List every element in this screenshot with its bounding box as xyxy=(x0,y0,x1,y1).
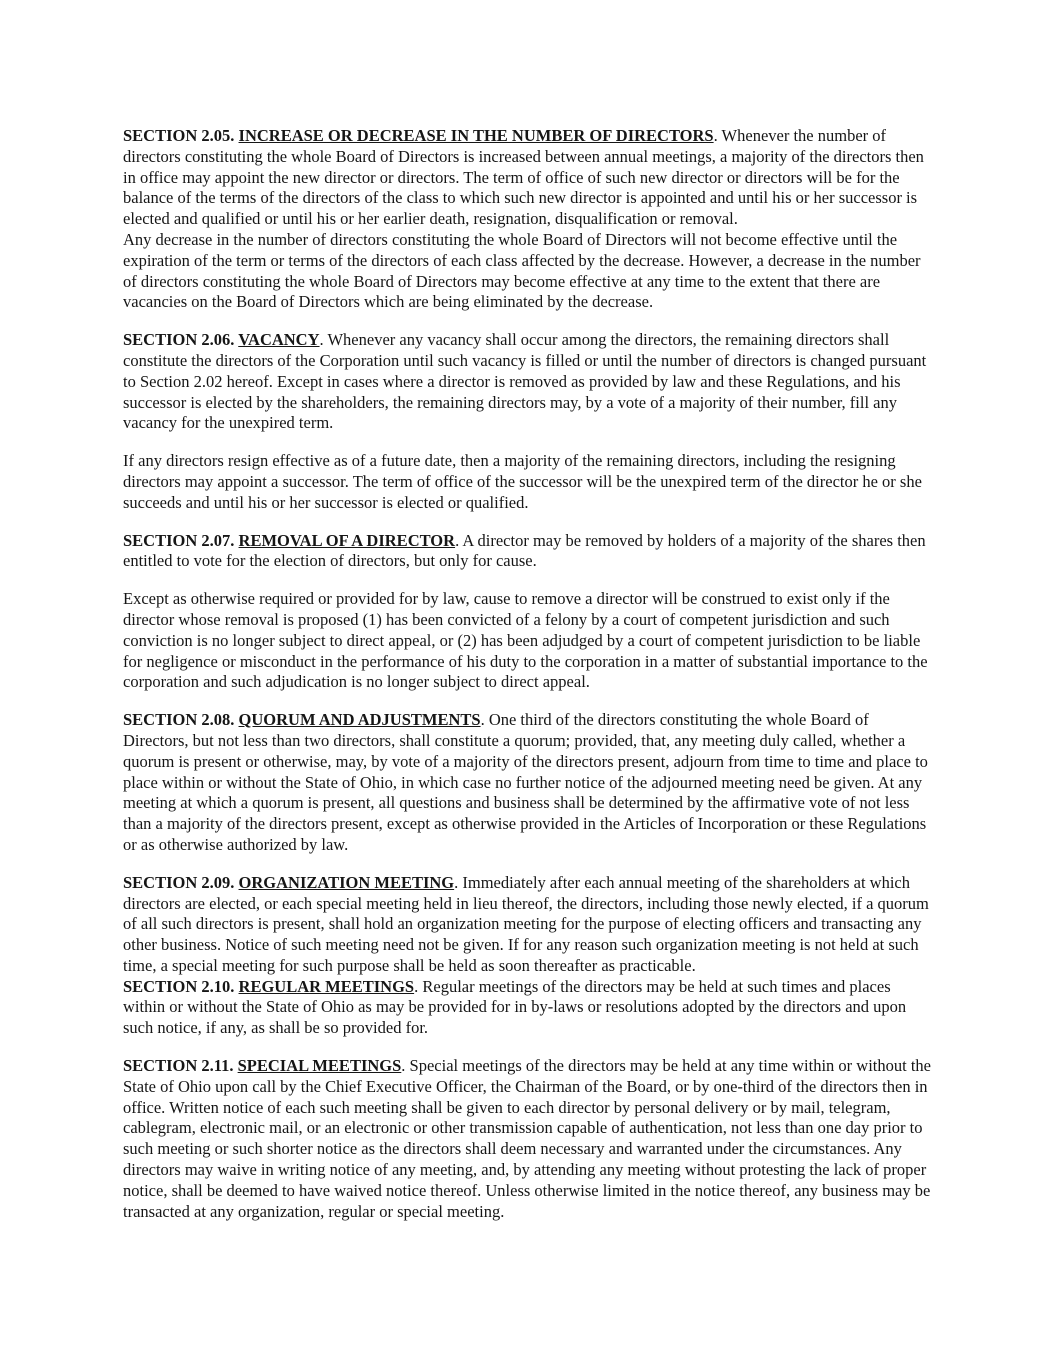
section-title: SPECIAL MEETINGS xyxy=(237,1056,402,1076)
section-title: REMOVAL OF A DIRECTOR xyxy=(238,530,456,550)
text-segment xyxy=(123,977,936,1039)
text-segment xyxy=(123,589,936,693)
section-number-label: SECTION 2.06. xyxy=(123,330,239,350)
section-body-text: . Whenever any vacancy shall occur among the directors, the remaining directors shall constitute the directors of the Corporation until such vacancy is filled or until the number of directors is changed pursuant to Section 2.02 hereof. Except in cases where a director is removed as provided by law and these Regulations, and his successor is elected by the shareholders, the remaining directors may, by a vote of a majority of their number, fill any vacancy for the unexpired term. xyxy=(123,330,927,433)
section-title: INCREASE OR DECREASE IN THE NUMBER OF DIRECTORS xyxy=(238,126,714,145)
section-number-label: SECTION 2.10. xyxy=(123,976,239,996)
paragraph-block xyxy=(123,589,936,693)
section-title: REGULAR MEETINGS xyxy=(238,976,415,996)
section-number-label: SECTION 2.09. xyxy=(123,872,239,892)
section-number-label: SECTION 2.07. xyxy=(123,530,239,550)
text-segment xyxy=(123,230,936,313)
section-body-text: Any decrease in the number of directors constituting the whole Board of Directors will not become effective until the expiration of the term or terms of the directors of each class affected by the decrease. However, a decrease in the number of directors constituting the whole Board of Directors may become effective at any time to the extent that there are vacancies on the Board of Directors which are being eliminated by the decrease. xyxy=(123,229,921,312)
section-title: QUORUM AND ADJUSTMENTS xyxy=(238,710,481,730)
section-body-text: . Immediately after each annual meeting of the shareholders at which directors are elected, or each special meeting held in lieu thereof, the directors, including those newly elected, if a quorum of all such directors is present, shall hold an organization meeting for the purpose of electing officers and transacting any other business. Notice of such meeting need not be given. If for any reason such organization meeting is not held at such time, a special meeting for such purpose shall be held as soon thereafter as practicable. xyxy=(123,872,929,975)
section-body-text: . Special meetings of the directors may be held at any time within or without the State of Ohio upon call by the Chief Executive Officer, the Chairman of the Board, or by one-third of the directors then in office. Written notice of each such meeting shall be given to each director by personal delivery or by mail, telegram, cablegram, electronic mail, or an electronic or other transmission capable of authentication, not less than one day prior to such meeting or such shorter notice as the directors shall deem necessary and warranted under the circumstances. Any directors may waive in writing notice of any meeting, and, by attending any meeting without protesting the lack of proper notice, shall be deemed to have waived notice thereof. Unless otherwise limited in the notice thereof, any business may be transacted at any organization, regular or special meeting. xyxy=(123,1056,931,1221)
text-segment xyxy=(123,126,936,230)
paragraph-block xyxy=(123,873,936,1039)
section-body-text: . Regular meetings of the directors may be held at such times and places within or without the State of Ohio as may be provided for in by-laws or resolutions adopted by the directors and upon such notice, if any, as shall be so provided for. xyxy=(123,976,907,1038)
paragraph-block xyxy=(123,710,936,856)
document-content xyxy=(123,126,936,1222)
section-body-text: . A director may be removed by holders of a majority of the shares then entitled to vote for the election of directors, but only for cause. xyxy=(123,530,926,571)
text-segment xyxy=(123,330,936,434)
section-title: VACANCY xyxy=(238,330,320,350)
section-body-text: If any directors resign effective as of a future date, then a majority of the remaining directors, including the resigning directors may appoint a successor. The term of office of the successor will be the unexpired term of the director he or she succeeds and until his or her successor is elected or qualified. xyxy=(123,451,922,512)
section-number-label: SECTION 2.11. xyxy=(123,1056,238,1076)
paragraph-block xyxy=(123,126,936,313)
section-number-label: SECTION 2.08. xyxy=(123,710,239,730)
paragraph-block xyxy=(123,451,936,513)
section-body-text: . One third of the directors constituting the whole Board of Directors, but not less than two directors, shall constitute a quorum; provided, that, any meeting duly called, whether a quorum is present or otherwise, may, by vote of a majority of the directors present, adjourn from time to time and place to place within or without the State of Ohio, in which case no further notice of the adjourned meeting need be given. At any meeting at which a quorum is present, all questions and business shall be determined by the affirmative vote of not less than a majority of the directors present, except as otherwise provided in the Articles of Incorporation or these Regulations or as otherwise authorized by law. xyxy=(123,710,928,854)
paragraph-block xyxy=(123,531,936,573)
text-segment xyxy=(123,1056,936,1222)
text-segment xyxy=(123,873,936,977)
text-segment xyxy=(123,451,936,513)
paragraph-block xyxy=(123,1056,936,1222)
section-number-label: SECTION 2.05. xyxy=(123,126,239,145)
section-body-text: Except as otherwise required or provided for by law, cause to remove a director will be construed to exist only if the director whose removal is proposed (1) has been convicted of a felony by a court of competent jurisdiction and such conviction is no longer subject to direct appeal, or (2) has been adjudged by a court of competent jurisdiction to be liable for negligence or misconduct in the performance of his duty to the corporation in a matter of substantial importance to the corporation and such adjudication is no longer subject to direct appeal. xyxy=(123,589,928,692)
section-body-text: . Whenever the number of directors constituting the whole Board of Directors is increased between annual meetings, a majority of the directors then in office may appoint the new director or directors. The term of office of such new director or directors will be for the balance of the terms of the directors of the class to which such new director is appointed and until his or her successor is elected and qualified or until his or her earlier death, resignation, disqualification or removal. xyxy=(123,126,924,229)
paragraph-block xyxy=(123,330,936,434)
text-segment xyxy=(123,710,936,856)
text-segment xyxy=(123,531,936,573)
section-title: ORGANIZATION MEETING xyxy=(238,872,455,892)
